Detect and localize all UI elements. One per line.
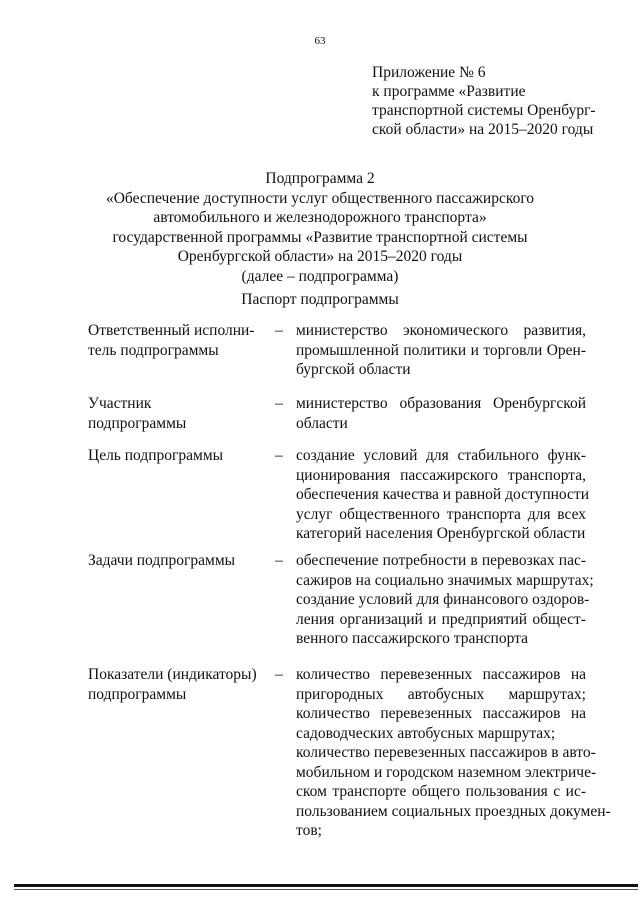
row-label [88, 665, 268, 704]
passport-heading: Паспорт подпрограммы [241, 291, 399, 308]
row-label-line: Задачи подпрограммы [88, 552, 236, 569]
appendix-line: транспортной системы Оренбург- [372, 102, 596, 119]
row-value-line: создание условий для финансового оздоров- [296, 591, 590, 608]
scan-edge-rule [14, 884, 638, 887]
row-value-line: пригородных автобусных маршрутах; [296, 685, 586, 703]
row-value-line: ционирования пассажирского транспорта, [296, 466, 586, 484]
row-value-line: садоводческих автобусных маршрутах; [296, 724, 556, 742]
appendix-note [372, 63, 612, 139]
row-label [88, 321, 268, 360]
row-value-line: пользованием социальных проездных докумен- [296, 802, 611, 820]
title-line: Оренбургской области» на 2015–2020 годы [177, 248, 463, 265]
row-dash: – [275, 322, 283, 339]
row-value-line: создание условий для стабильного функ- [296, 447, 586, 464]
title-line: Подпрограмма 2 [265, 170, 375, 187]
title-line: государственной программы «Развитие транспортной системы [112, 228, 528, 246]
appendix-line: Приложение № 6 [372, 64, 486, 81]
row-value-line: категорий населения Оренбургской области [296, 525, 586, 542]
row-value [296, 321, 586, 380]
row-value-line: количество перевезенных пассажиров на [296, 666, 586, 683]
row-value [296, 446, 590, 544]
row-value-line: мобильном и городском наземном электриче- [296, 763, 597, 781]
row-label-line: Ответственный исполни- [88, 322, 255, 339]
row-value-line: обеспечения качества и равной доступности [296, 486, 590, 503]
row-label-line: Показатели (индикаторы) [88, 666, 257, 683]
row-label-line: Участник [88, 395, 152, 412]
row-label [88, 394, 268, 433]
appendix-line: ской области» на 2015–2020 годы [372, 121, 594, 138]
title-line: (далее – подпрограмма) [241, 267, 399, 285]
row-label [88, 551, 268, 571]
row-value-line: промышленной политики и торговли Орен- [296, 341, 586, 359]
row-value-line: бургской области [296, 361, 411, 378]
row-label-line: Цель подпрограммы [88, 447, 224, 464]
row-label [88, 446, 268, 466]
row-value-line: сажиров на социально значимых маршрутах; [296, 571, 594, 589]
title-line: «Обеспечение доступности услуг общественного пассажирского [105, 189, 535, 207]
subprogram-title [0, 169, 640, 286]
row-value-line: области [296, 414, 348, 432]
row-value-line: ления организаций и предприятий общест- [296, 610, 586, 628]
row-dash: – [275, 666, 283, 683]
row-label-line: тель подпрограммы [88, 341, 219, 359]
row-value [296, 665, 611, 841]
row-value-line: венного пассажирского транспорта [296, 630, 528, 647]
row-value-line: ском транспорте общего пользования с ис- [296, 783, 586, 800]
row-dash: – [275, 447, 283, 464]
row-value-line: услуг общественного транспорта для всех [296, 505, 586, 523]
row-value [296, 551, 594, 649]
row-value-line: министерство образования Оренбургской [296, 395, 586, 412]
row-dash: – [275, 395, 283, 412]
appendix-line: к программе «Развитие [372, 83, 526, 100]
row-label-line: подпрограммы [88, 414, 187, 432]
row-value-line: министерство экономического развития, [296, 322, 586, 339]
row-value [296, 394, 586, 433]
row-value-line: количество перевезенных пассажиров в авто- [296, 744, 596, 761]
row-label-line: подпрограммы [88, 685, 187, 703]
title-line: автомобильного и железнодорожного транспорта» [153, 209, 487, 226]
row-dash: – [275, 552, 283, 569]
scan-edge-rule [14, 889, 638, 890]
row-value-line: количество перевезенных пассажиров на [296, 705, 586, 722]
row-value-line: тов; [296, 822, 322, 839]
page-number: 63 [314, 35, 326, 47]
row-value-line: обеспечение потребности в перевозках пас- [296, 552, 586, 569]
